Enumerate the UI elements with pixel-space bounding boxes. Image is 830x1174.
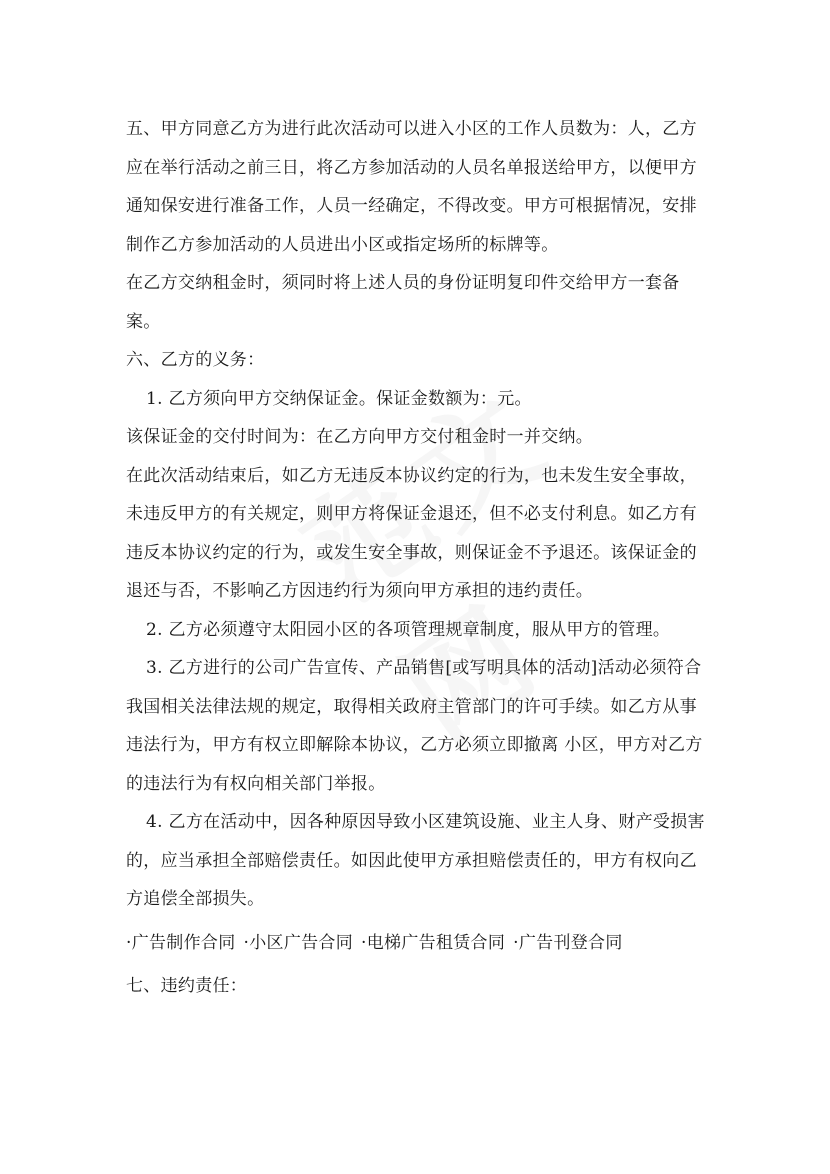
paragraph-item-4: 4. 乙方在活动中，因各种原因导致小区建筑设施、业主人身、财产受损害的，应当承担全部赔偿责任。如因此使甲方承担赔偿责任的，甲方有权向乙方追偿全部损失。 <box>126 812 705 909</box>
paragraph-item-2: 2. 乙方必须遵守太阳园小区的各项管理规章制度，服从甲方的管理。 <box>146 619 671 640</box>
paragraph-deposit-time: 该保证金的交付时间为：在乙方向甲方交付租金时一并交纳。 <box>126 427 594 447</box>
document-body <box>126 110 708 1006</box>
section-heading-7: 七、违约责任： <box>126 976 248 996</box>
paragraph-deposit-refund: 在此次活动结束后，如乙方无违反本协议约定的行为，也未发生安全事故，未违反甲方的有关规定，则甲方将保证金退还，但不必支付利息。如乙方有违反本协议约定的行为，或发生安全事故，则保证金不予退还。该保证金的退还与否，不影响乙方因违约行为须向甲方承担的违约责任。 <box>126 465 697 601</box>
related-link[interactable]: ·广告制作合同 <box>126 932 236 953</box>
section-heading-6: 六、乙方的义务： <box>126 350 265 370</box>
related-link[interactable]: ·小区广告合同 <box>243 932 354 953</box>
paragraph-item-3: 3. 乙方进行的公司广告宣传、产品销售[或写明具体的活动]活动必须符合我国相关法律法规的规定，取得相关政府主管部门的许可手续。如乙方从事违法行为，甲方有权立即解除本协议，乙方必须立即撤离 小区，甲方对乙方的违法行为有权向相关部门举报。 <box>126 658 703 794</box>
related-links <box>126 924 708 963</box>
paragraph-item-1: 1. 乙方须向甲方交纳保证金。保证金数额为：元。 <box>146 388 532 409</box>
related-link[interactable]: ·电梯广告租赁合同 <box>361 932 506 953</box>
paragraph-id-copies: 在乙方交纳租金时，须同时将上述人员的身份证明复印件交给甲方一套备案。 <box>126 273 680 332</box>
related-link[interactable]: ·广告刊登合同 <box>513 932 623 953</box>
paragraph-clause-5: 五、甲方同意乙方为进行此次活动可以进入小区的工作人员数为：人，乙方应在举行活动之前三日，将乙方参加活动的人员名单报送给甲方，以便甲方通知保安进行准备工作，人员一经确定，不得改变。甲方可根据情况，安排制作乙方参加活动的人员进出小区或指定场所的标牌等。 <box>126 119 697 255</box>
